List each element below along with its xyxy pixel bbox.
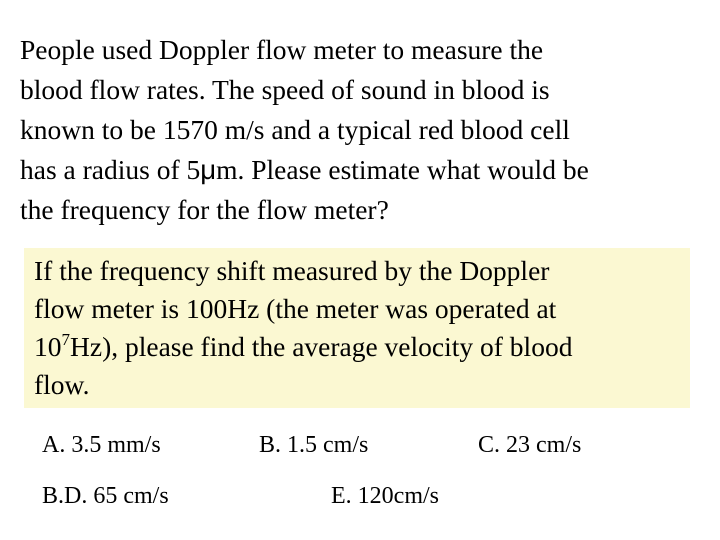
followup-line3-rest: Hz), please find the average velocity of blood xyxy=(70,331,573,362)
followup-text xyxy=(34,252,684,404)
option-c: C. 23 cm/s xyxy=(478,432,582,458)
followup-line: flow. xyxy=(34,369,90,400)
frequency-base: 10 xyxy=(34,331,62,362)
followup-line xyxy=(34,328,684,366)
option-d: B.D. 65 cm/s xyxy=(42,483,169,509)
micro-symbol: μ xyxy=(200,154,217,185)
question-line: the frequency for the flow meter? xyxy=(20,194,389,225)
question-line: People used Doppler flow meter to measure the xyxy=(20,34,544,65)
question-line xyxy=(20,150,710,190)
followup-line: flow meter is 100Hz (the meter was operated at xyxy=(34,293,557,324)
question-text xyxy=(20,30,710,230)
followup-line: If the frequency shift measured by the Doppler xyxy=(34,255,550,286)
question-line: blood flow rates. The speed of sound in blood is xyxy=(20,74,550,105)
radius-text: has a radius of 5 xyxy=(20,154,201,185)
option-a: A. 3.5 mm/s xyxy=(42,432,161,458)
frequency-exponent: 7 xyxy=(61,330,70,349)
question-line: known to be 1570 m/s and a typical red blood cell xyxy=(20,114,570,145)
radius-unit-text: m. Please estimate what would be xyxy=(216,154,589,185)
option-e: E. 120cm/s xyxy=(331,483,439,509)
option-b: B. 1.5 cm/s xyxy=(259,432,369,458)
